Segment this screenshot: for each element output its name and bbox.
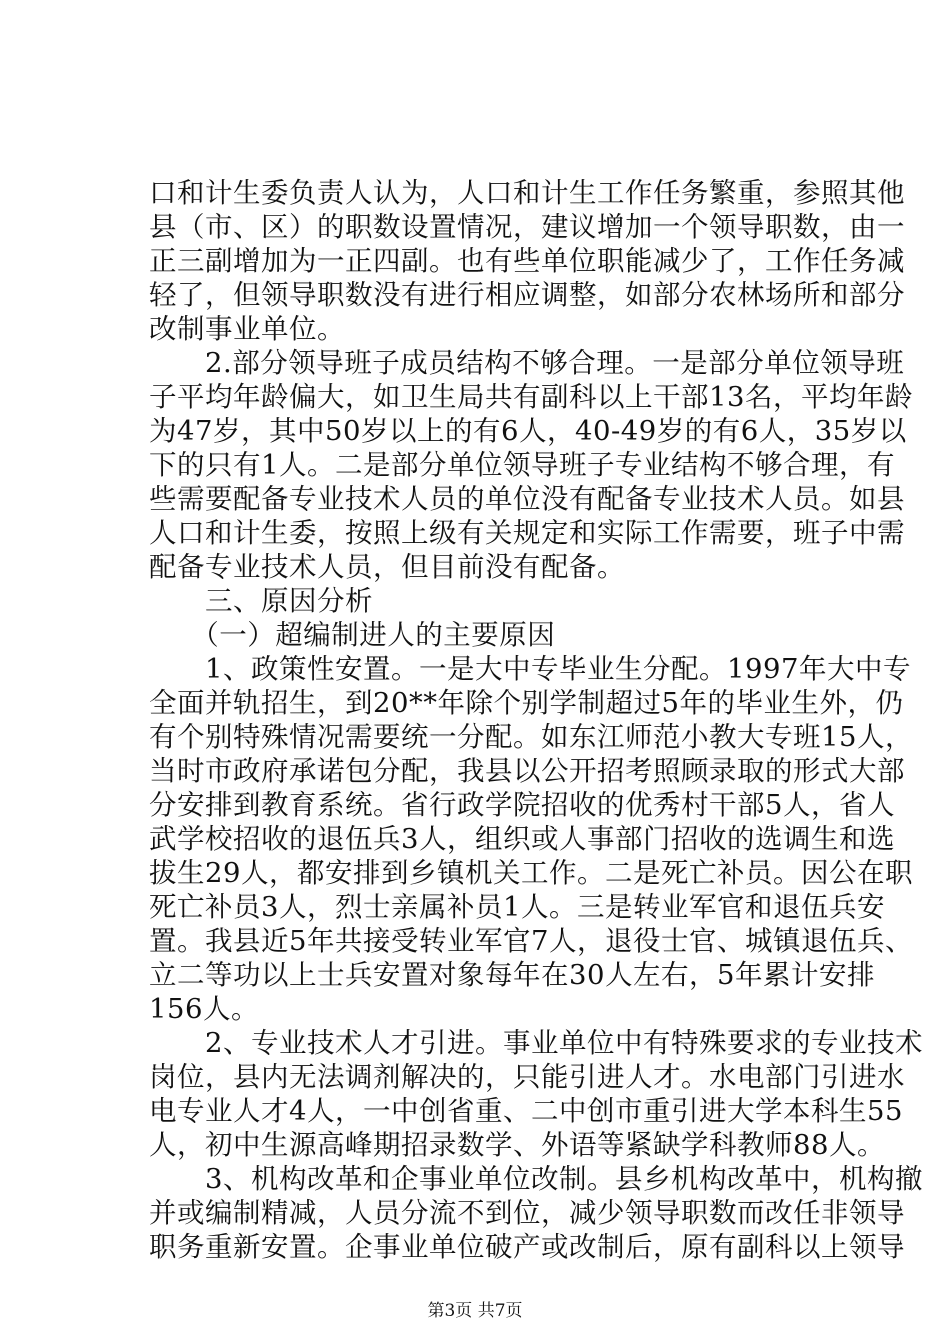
body-text-line: 2.部分领导班子成员结构不够合理。一是部分单位领导班 [149,347,905,379]
body-text-line: 全面并轨招生，到20**年除个别学制超过5年的毕业生外，仍 [149,687,904,719]
body-text-line: 156人。 [149,993,259,1025]
body-text-line: 子平均年龄偏大，如卫生局共有副科以上干部13名，平均年龄 [149,381,913,413]
body-text-line: 有个别特殊情况需要统一分配。如东江师范小教大专班15人， [149,721,913,753]
body-text-line: 岗位，县内无法调剂解决的，只能引进人才。水电部门引进水 [149,1061,905,1093]
body-text-line: 些需要配备专业技术人员的单位没有配备专业技术人员。如县 [149,483,905,515]
body-text-line: 口和计生委负责人认为，人口和计生工作任务繁重，参照其他 [149,177,905,209]
body-text-line: 置。我县近5年共接受转业军官7人，退役士官、城镇退伍兵、 [149,925,913,957]
body-text-line: 并或编制精减，人员分流不到位，减少领导职数而改任非领导 [149,1197,905,1229]
body-text-line: 配备专业技术人员，但目前没有配备。 [149,551,625,583]
page-number-footer: 第3页 共7页 [427,1301,523,1321]
body-text-line: 下的只有1人。二是部分单位领导班子专业结构不够合理，有 [149,449,895,481]
body-text-line: 县（市、区）的职数设置情况，建议增加一个领导职数，由一 [149,211,905,243]
body-text-line: 人口和计生委，按照上级有关规定和实际工作需要，班子中需 [149,517,905,549]
body-text-line: 改制事业单位。 [149,313,345,345]
body-text-line: 3、机构改革和企事业单位改制。县乡机构改革中，机构撤 [149,1163,923,1195]
body-text-line: 1、政策性安置。一是大中专毕业生分配。1997年大中专 [149,653,911,685]
body-text-line: 拔生29人，都安排到乡镇机关工作。二是死亡补员。因公在职 [149,857,913,889]
body-text-line: 人，初中生源高峰期招录数学、外语等紧缺学科教师88人。 [149,1129,885,1161]
body-text-line: 当时市政府承诺包分配，我县以公开招考照顾录取的形式大部 [149,755,905,787]
body-text-line: 2、专业技术人才引进。事业单位中有特殊要求的专业技术 [149,1027,923,1059]
subsection-heading: （一）超编制进人的主要原因 [149,619,556,651]
body-text-line: 正三副增加为一正四副。也有些单位职能减少了，工作任务减 [149,245,905,277]
body-text-line: 立二等功以上士兵安置对象每年在30人左右，5年累计安排 [149,959,875,991]
body-text-line: 轻了，但领导职数没有进行相应调整，如部分农林场所和部分 [149,279,905,311]
body-text-line: 死亡补员3人，烈士亲属补员1人。三是转业军官和退伍兵安 [149,891,885,923]
body-text-line: 武学校招收的退伍兵3人，组织或人事部门招收的选调生和选 [149,823,895,855]
body-text-line: 职务重新安置。企事业单位破产或改制后，原有副科以上领导 [149,1231,905,1263]
body-text-line: 电专业人才4人，一中创省重、二中创市重引进大学本科生55 [149,1095,903,1127]
body-text-line: 为47岁，其中50岁以上的有6人，40-49岁的有6人，35岁以 [149,415,907,447]
body-text-line: 分安排到教育系统。省行政学院招收的优秀村干部5人，省人 [149,789,895,821]
section-heading: 三、原因分析 [149,585,373,617]
